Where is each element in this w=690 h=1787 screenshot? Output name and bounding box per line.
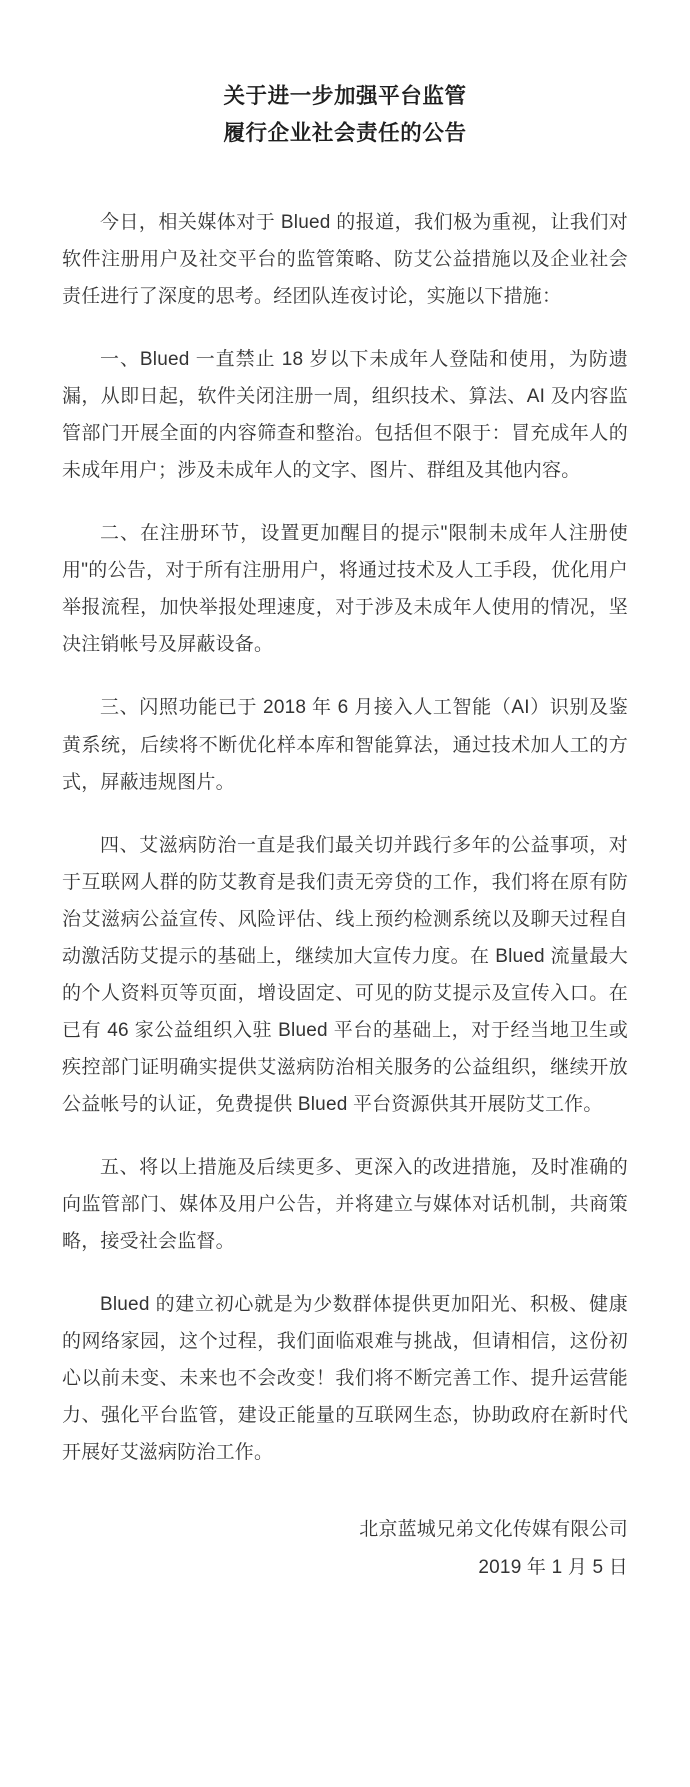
- paragraph-measure-2: 二、在注册环节，设置更加醒目的提示"限制未成年人注册使用"的公告，对于所有注册用户，将通过技术及人工手段，优化用户举报流程，加快举报处理速度，对于涉及未成年人使用的情况，坚决注销帐号及屏蔽设备。: [62, 523, 628, 656]
- paragraph-measure-4: 四、艾滋病防治一直是我们最关切并践行多年的公益事项，对于互联网人群的防艾教育是我们责无旁贷的工作，我们将在原有防治艾滋病公益宣传、风险评估、线上预约检测系统以及聊天过程自动激活防艾提示的基础上，继续加大宣传力度。在 Blued 流量最大的个人资料页等页面，增设固定、可见的防艾提示及宣传入口。在已有 46 家公益组织入驻 Blued 平台的基础上，对于经当地卫生或疾控部门证明确实提供艾滋病防治相关服务的公益组织，继续开放公益帐号的认证，免费提供 Blued 平台资源供其开展防艾工作。: [62, 834, 628, 1115]
- signature-company: 北京蓝城兄弟文化传媒有限公司: [359, 1519, 628, 1541]
- document-title: [62, 78, 628, 152]
- title-line-2: 履行企业社会责任的公告: [223, 120, 467, 145]
- paragraph-closing: Blued 的建立初心就是为少数群体提供更加阳光、积极、健康的网络家园，这个过程，我们面临艰难与挑战，但请相信，这份初心以前未变、未来也不会改变！我们将不断完善工作、提升运营能力、强化平台监管，建设正能量的互联网生态，协助政府在新时代开展好艾滋病防治工作。: [62, 1294, 628, 1464]
- title-line-1: 关于进一步加强平台监管: [223, 84, 467, 108]
- paragraph-intro: 今日，相关媒体对于 Blued 的报道，我们极为重视，让我们对软件注册用户及社交平台的监管策略、防艾公益措施以及企业社会责任进行了深度的思考。经团队连夜讨论，实施以下措施：: [62, 211, 628, 308]
- signature-date: 2019 年 1 月 5 日: [478, 1557, 628, 1579]
- paragraph-measure-3: 三、闪照功能已于 2018 年 6 月接入人工智能（AI）识别及鉴黄系统，后续将不断优化样本库和智能算法，通过技术加人工的方式，屏蔽违规图片。: [62, 697, 628, 793]
- signature-block: [62, 1511, 628, 1587]
- paragraph-measure-5: 五、将以上措施及后续更多、更深入的改进措施，及时准确的向监管部门、媒体及用户公告，并将建立与媒体对话机制，共商策略，接受社会监督。: [62, 1156, 628, 1253]
- paragraph-measure-1: 一、Blued 一直禁止 18 岁以下未成年人登陆和使用，为防遗漏，从即日起，软件关闭注册一周，组织技术、算法、AI 及内容监管部门开展全面的内容筛查和整治。包括但不限于：冒充成年人的未成年用户；涉及未成年人的文字、图片、群组及其他内容。: [62, 349, 628, 482]
